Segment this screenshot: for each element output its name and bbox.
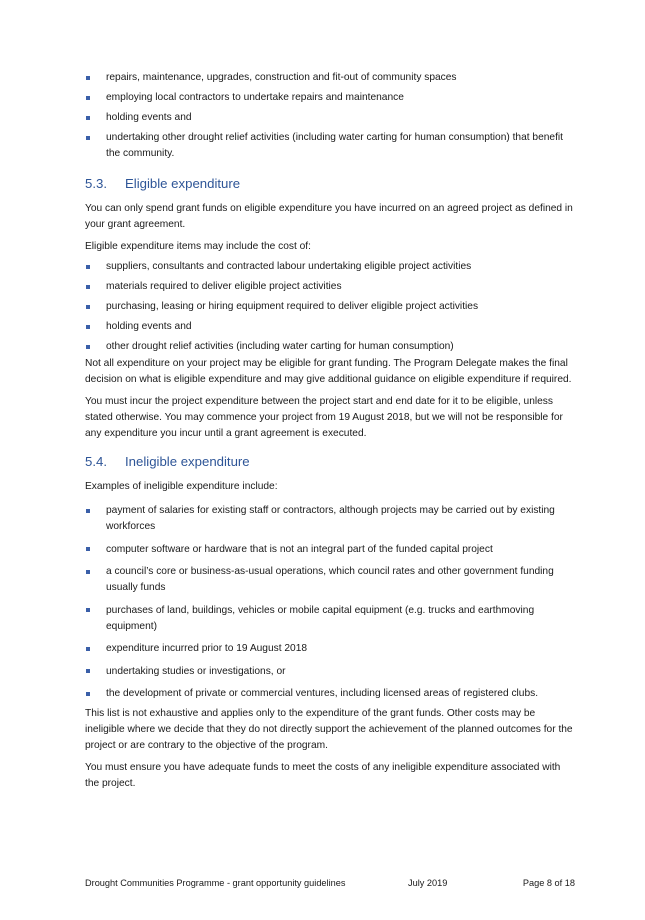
list-item: purchases of land, buildings, vehicles or mobile capital equipment (e.g. trucks and earthmoving equipment) [85,603,575,635]
bullet-icon [86,305,90,309]
footer-doc-title: Drought Communities Programme - grant opportunity guidelines [85,878,346,888]
ineligible-bullet-list [85,503,575,702]
list-item: employing local contractors to undertake repairs and maintenance [85,90,575,106]
list-item: payment of salaries for existing staff or contractors, although projects may be carried out by existing workforces [85,503,575,535]
section-title: Eligible expenditure [125,176,241,191]
paragraph: Eligible expenditure items may include the cost of: [85,241,311,252]
bullet-icon [86,285,90,289]
bullet-icon [86,136,90,140]
bullet-icon [86,96,90,100]
bullet-icon [86,325,90,329]
bullet-icon [86,345,90,349]
bullet-icon [86,647,90,651]
bullet-icon [86,509,90,513]
list-item: the development of private or commercial ventures, including licensed areas of registered clubs. [85,686,575,702]
paragraph: Examples of ineligible expenditure include: [85,481,278,492]
paragraph: Not all expenditure on your project may be eligible for grant funding. The Program Delegate makes the final decision on what is eligible expenditure and may give additional guidance on eligible expenditure if required. [85,358,572,385]
bullet-icon [86,669,90,673]
section-heading-ineligible [85,453,575,471]
list-item: repairs, maintenance, upgrades, construction and fit-out of community spaces [85,70,575,86]
list-item: purchasing, leasing or hiring equipment required to deliver eligible project activities [85,299,575,315]
paragraph: This list is not exhaustive and applies only to the expenditure of the grant funds. Other costs may be ineligible where we decide that they do not directly support the achievement of the planned outcomes for the project or are contrary to the objective of the program. [85,708,573,751]
bullet-icon [86,608,90,612]
bullet-icon [86,76,90,80]
section-heading-eligible [85,175,575,193]
bullet-icon [86,116,90,120]
list-item: materials required to deliver eligible project activities [85,279,575,295]
section-title: Ineligible expenditure [125,454,250,469]
footer-page-number: Page 8 of 18 [522,878,575,888]
paragraph: You must incur the project expenditure between the project start and end date for it to be eligible, unless stated otherwise. You may commence your project from 19 August 2018, but we will not be responsible for any expenditure you incur until a grant agreement is executed. [85,396,563,439]
bullet-icon [86,265,90,269]
list-item: holding events and [85,319,575,335]
list-item: undertaking studies or investigations, or [85,664,575,680]
eligible-bullet-list [85,259,575,355]
top-bullet-list [85,70,575,162]
section-number: 5.3. [85,176,107,191]
paragraph: You can only spend grant funds on eligible expenditure you have incurred on an agreed project as defined in your grant agreement. [85,203,573,230]
list-item: a council’s core or business-as-usual operations, which council rates and other government funding usually funds [85,564,575,596]
paragraph: You must ensure you have adequate funds to meet the costs of any ineligible expenditure associated with the project. [85,762,561,789]
list-item: computer software or hardware that is not an integral part of the funded capital project [85,542,575,558]
list-item: suppliers, consultants and contracted labour undertaking eligible project activities [85,259,575,275]
footer-date: July 2019 [408,878,448,888]
list-item: other drought relief activities (including water carting for human consumption) [85,339,575,355]
bullet-icon [86,692,90,696]
list-item: expenditure incurred prior to 19 August 2018 [85,641,575,657]
list-item: holding events and [85,110,575,126]
bullet-icon [86,547,90,551]
document-page [85,70,575,792]
list-item: undertaking other drought relief activities (including water carting for human consumption) that benefit the community. [85,130,575,162]
section-number: 5.4. [85,454,107,469]
bullet-icon [86,570,90,574]
